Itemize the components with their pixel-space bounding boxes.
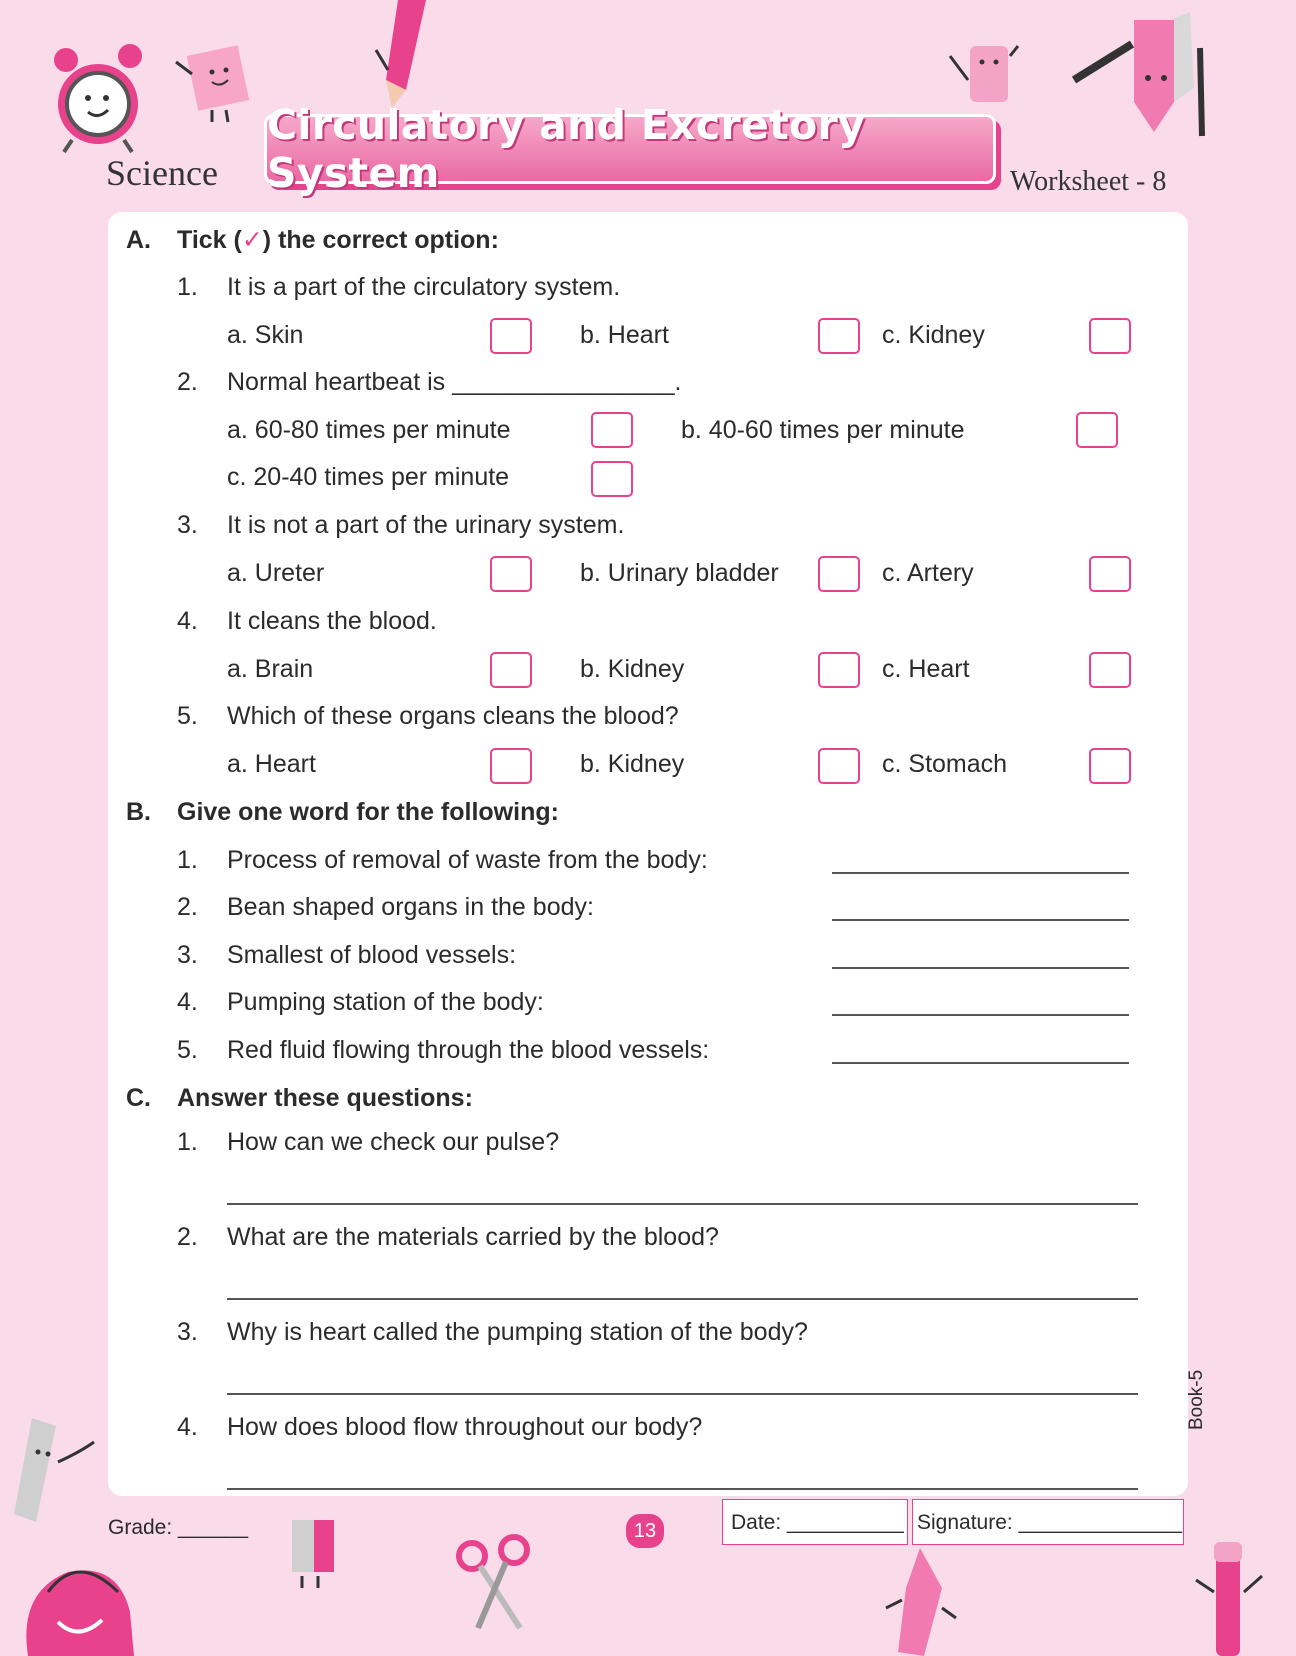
- alarm-clock-icon: [52, 40, 152, 155]
- date-label: Date: __________: [731, 1511, 904, 1534]
- question-number: 5.: [177, 702, 198, 730]
- worksheet-label: Worksheet - 8: [1010, 166, 1167, 197]
- item-text: Red fluid flowing through the blood vessels:: [227, 1036, 710, 1064]
- question-number: 1.: [177, 273, 198, 301]
- section-a-letter: A.: [126, 226, 151, 254]
- option-label: b. Urinary bladder: [580, 559, 779, 587]
- question-number: 4.: [177, 607, 198, 635]
- option-label: b. 40-60 times per minute: [681, 416, 965, 444]
- answer-checkbox[interactable]: [591, 412, 633, 448]
- item-text: Process of removal of waste from the body:: [227, 846, 708, 874]
- section-b-heading: Give one word for the following:: [177, 798, 559, 826]
- notebook-icon: [172, 44, 262, 124]
- option-label: a. Skin: [227, 321, 304, 349]
- answer-line[interactable]: [227, 1203, 1138, 1205]
- item-number: 3.: [177, 1318, 198, 1346]
- item-text: Why is heart called the pumping station of the body?: [227, 1318, 808, 1346]
- answer-checkbox[interactable]: [818, 318, 860, 354]
- answer-checkbox[interactable]: [591, 461, 633, 497]
- answer-line[interactable]: [227, 1488, 1138, 1490]
- option-label: b. Heart: [580, 321, 669, 349]
- answer-checkbox[interactable]: [1089, 556, 1131, 592]
- item-text: How does blood flow throughout our body?: [227, 1413, 703, 1441]
- answer-checkbox[interactable]: [818, 748, 860, 784]
- answer-checkbox[interactable]: [490, 556, 532, 592]
- section-c-letter: C.: [126, 1084, 151, 1112]
- answer-checkbox[interactable]: [1089, 748, 1131, 784]
- grade-field[interactable]: Grade: ______: [108, 1516, 249, 1539]
- item-number: 2.: [177, 893, 198, 921]
- option-label: c. Heart: [882, 655, 970, 683]
- sharpener-icon: [280, 1516, 350, 1590]
- answer-line[interactable]: [832, 872, 1129, 874]
- item-number: 4.: [177, 988, 198, 1016]
- answer-line[interactable]: [832, 967, 1129, 969]
- option-label: a. 60-80 times per minute: [227, 416, 511, 444]
- question-text: It is a part of the circulatory system.: [227, 273, 621, 301]
- question-number: 3.: [177, 511, 198, 539]
- answer-line[interactable]: [227, 1393, 1138, 1395]
- answer-checkbox[interactable]: [818, 652, 860, 688]
- item-number: 1.: [177, 1128, 198, 1156]
- question-text: It is not a part of the urinary system.: [227, 511, 625, 539]
- answer-checkbox[interactable]: [1076, 412, 1118, 448]
- answer-checkbox[interactable]: [490, 748, 532, 784]
- signature-box[interactable]: [912, 1499, 1184, 1545]
- pink-pencil-icon: [880, 1548, 960, 1656]
- item-number: 5.: [177, 1036, 198, 1064]
- item-number: 3.: [177, 941, 198, 969]
- answer-checkbox[interactable]: [1089, 652, 1131, 688]
- answer-checkbox[interactable]: [1089, 318, 1131, 354]
- answer-line[interactable]: [832, 1014, 1129, 1016]
- option-label: b. Kidney: [580, 655, 685, 683]
- section-b-letter: B.: [126, 798, 151, 826]
- answer-checkbox[interactable]: [490, 652, 532, 688]
- option-label: c. Stomach: [882, 750, 1008, 778]
- option-label: a. Brain: [227, 655, 314, 683]
- option-label: a. Heart: [227, 750, 316, 778]
- question-number: 2.: [177, 368, 198, 396]
- pencil-character-icon: [1070, 8, 1210, 138]
- item-text: What are the materials carried by the blood?: [227, 1223, 719, 1251]
- tick-icon: ✓: [241, 226, 263, 254]
- question-text: Which of these organs cleans the blood?: [227, 702, 679, 730]
- book-label: Book-5: [1186, 1369, 1207, 1430]
- item-text: Bean shaped organs in the body:: [227, 893, 594, 921]
- pen-character-icon: [1190, 1536, 1270, 1656]
- answer-checkbox[interactable]: [490, 318, 532, 354]
- item-number: 1.: [177, 846, 198, 874]
- section-c-heading: Answer these questions:: [177, 1084, 473, 1112]
- section-a-heading: Tick (✓) the correct option:: [177, 226, 499, 254]
- option-label: c. Artery: [882, 559, 974, 587]
- title-banner: [264, 101, 996, 197]
- answer-checkbox[interactable]: [818, 556, 860, 592]
- option-label: c. 20-40 times per minute: [227, 463, 510, 491]
- pencil-case-icon: [18, 1532, 148, 1656]
- date-box[interactable]: [722, 1499, 908, 1545]
- scissors-icon: [454, 1532, 534, 1632]
- answer-line[interactable]: [832, 919, 1129, 921]
- option-label: c. Kidney: [882, 321, 985, 349]
- pencil-icon: [368, 0, 438, 110]
- question-text: It cleans the blood.: [227, 607, 437, 635]
- option-label: b. Kidney: [580, 750, 685, 778]
- item-number: 2.: [177, 1223, 198, 1251]
- item-text: Smallest of blood vessels:: [227, 941, 517, 969]
- subject-label: Science: [106, 153, 218, 193]
- item-text: How can we check our pulse?: [227, 1128, 560, 1156]
- answer-line[interactable]: [227, 1298, 1138, 1300]
- signature-label: Signature: ______________: [917, 1511, 1183, 1534]
- item-number: 4.: [177, 1413, 198, 1441]
- page-title: Circulatory and Excretory System: [267, 101, 866, 197]
- answer-line[interactable]: [832, 1062, 1129, 1064]
- page-number: 13: [626, 1514, 664, 1548]
- item-text: Pumping station of the body:: [227, 988, 544, 1016]
- ruler-icon: [10, 1412, 100, 1532]
- question-text: Normal heartbeat is ________________.: [227, 368, 682, 396]
- option-label: a. Ureter: [227, 559, 325, 587]
